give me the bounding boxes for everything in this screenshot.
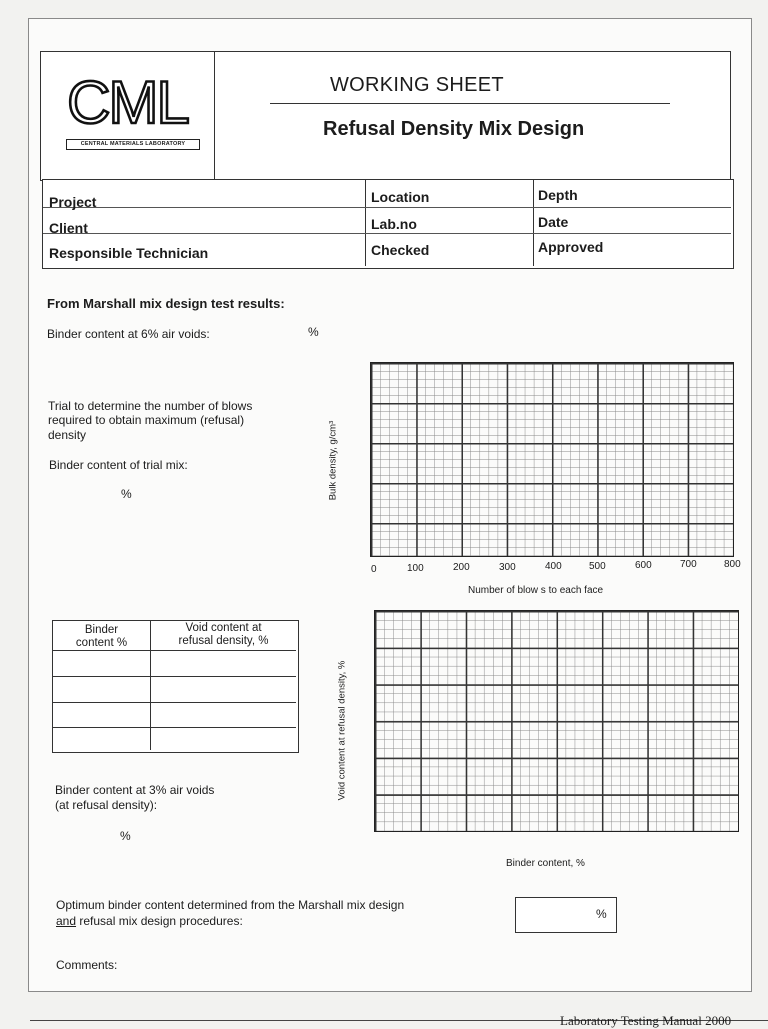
binder-6pct-unit: %	[308, 325, 319, 339]
tick-label: 600	[635, 560, 652, 571]
footer-text: Laboratory Testing Manual 2000	[560, 1013, 732, 1028]
graph2-y-label: Void content at refusal density, %	[336, 660, 348, 801]
optimum-and: and	[56, 914, 77, 928]
graph1-x-label: Number of blow s to each face	[468, 585, 604, 596]
trial-line-2: required to obtain maximum (refusal)	[48, 413, 245, 427]
section-heading: From Marshall mix design test results:	[47, 296, 285, 311]
tick-label: 500	[589, 561, 606, 572]
project-label: Project	[49, 194, 97, 210]
tick-label: 800	[724, 559, 741, 570]
void-content-header: Void content at refusal density, %	[178, 622, 269, 647]
tick-label: 400	[545, 561, 562, 572]
tick-label: 200	[453, 562, 470, 573]
optimum-line-2	[56, 914, 243, 929]
date-label: Date	[538, 214, 569, 230]
grid-divider	[533, 180, 534, 266]
client-label: Client	[49, 220, 88, 236]
table-divider	[53, 650, 296, 651]
optimum-line-1: Optimum binder content determined from the Marshall mix design	[56, 898, 405, 912]
checked-label: Checked	[371, 242, 430, 258]
approved-label: Approved	[538, 239, 604, 255]
grid-divider	[365, 180, 366, 266]
location-label: Location	[371, 189, 430, 205]
optimum-rest: refusal mix design procedures:	[76, 914, 243, 928]
info-grid	[42, 179, 734, 269]
tick-label: 100	[407, 563, 424, 574]
binder-3pct-line-2: (at refusal density):	[55, 798, 158, 812]
binder-trial-label: Binder content of trial mix:	[49, 458, 188, 472]
title-divider	[270, 103, 670, 104]
tick-label: 300	[499, 562, 516, 573]
binder-void-table	[52, 620, 299, 753]
sheet-subtitle: Refusal Density Mix Design	[323, 118, 585, 140]
trial-line-3: density	[48, 428, 87, 442]
grid-divider	[365, 207, 731, 208]
trial-line-1: Trial to determine the number of blows	[48, 399, 253, 413]
table-divider	[53, 727, 296, 728]
depth-label: Depth	[538, 187, 578, 203]
grid-divider	[365, 233, 731, 234]
table-divider	[53, 702, 296, 703]
comments-label: Comments:	[56, 958, 118, 972]
table-divider	[53, 676, 296, 677]
grid-divider	[43, 233, 365, 234]
lab-no-label: Lab.no	[371, 216, 417, 232]
binder-content-header: Binder content %	[75, 624, 128, 649]
graph1-y-label: Bulk density, g/cm³	[327, 420, 339, 501]
binder-3pct-line-1: Binder content at 3% air voids	[55, 783, 215, 797]
optimum-unit: %	[596, 907, 607, 921]
optimum-answer-box[interactable]	[515, 897, 617, 933]
sheet-title: WORKING SHEET	[330, 74, 504, 96]
bulk-density-graph-paper	[370, 362, 734, 557]
binder-trial-unit: %	[121, 487, 132, 501]
graph2-x-label: Binder content, %	[506, 858, 585, 869]
binder-6pct-label: Binder content at 6% air voids:	[47, 327, 210, 341]
responsible-technician-label: Responsible Technician	[49, 245, 209, 261]
logo-cell	[40, 51, 215, 179]
cml-logo: CML	[67, 69, 188, 136]
tick-label: 0	[371, 564, 377, 575]
logo-subtitle: CENTRAL MATERIALS LABORATORY	[66, 139, 200, 150]
tick-label: 700	[680, 559, 697, 570]
void-content-graph-paper	[374, 610, 739, 832]
binder-3pct-unit: %	[120, 829, 131, 843]
